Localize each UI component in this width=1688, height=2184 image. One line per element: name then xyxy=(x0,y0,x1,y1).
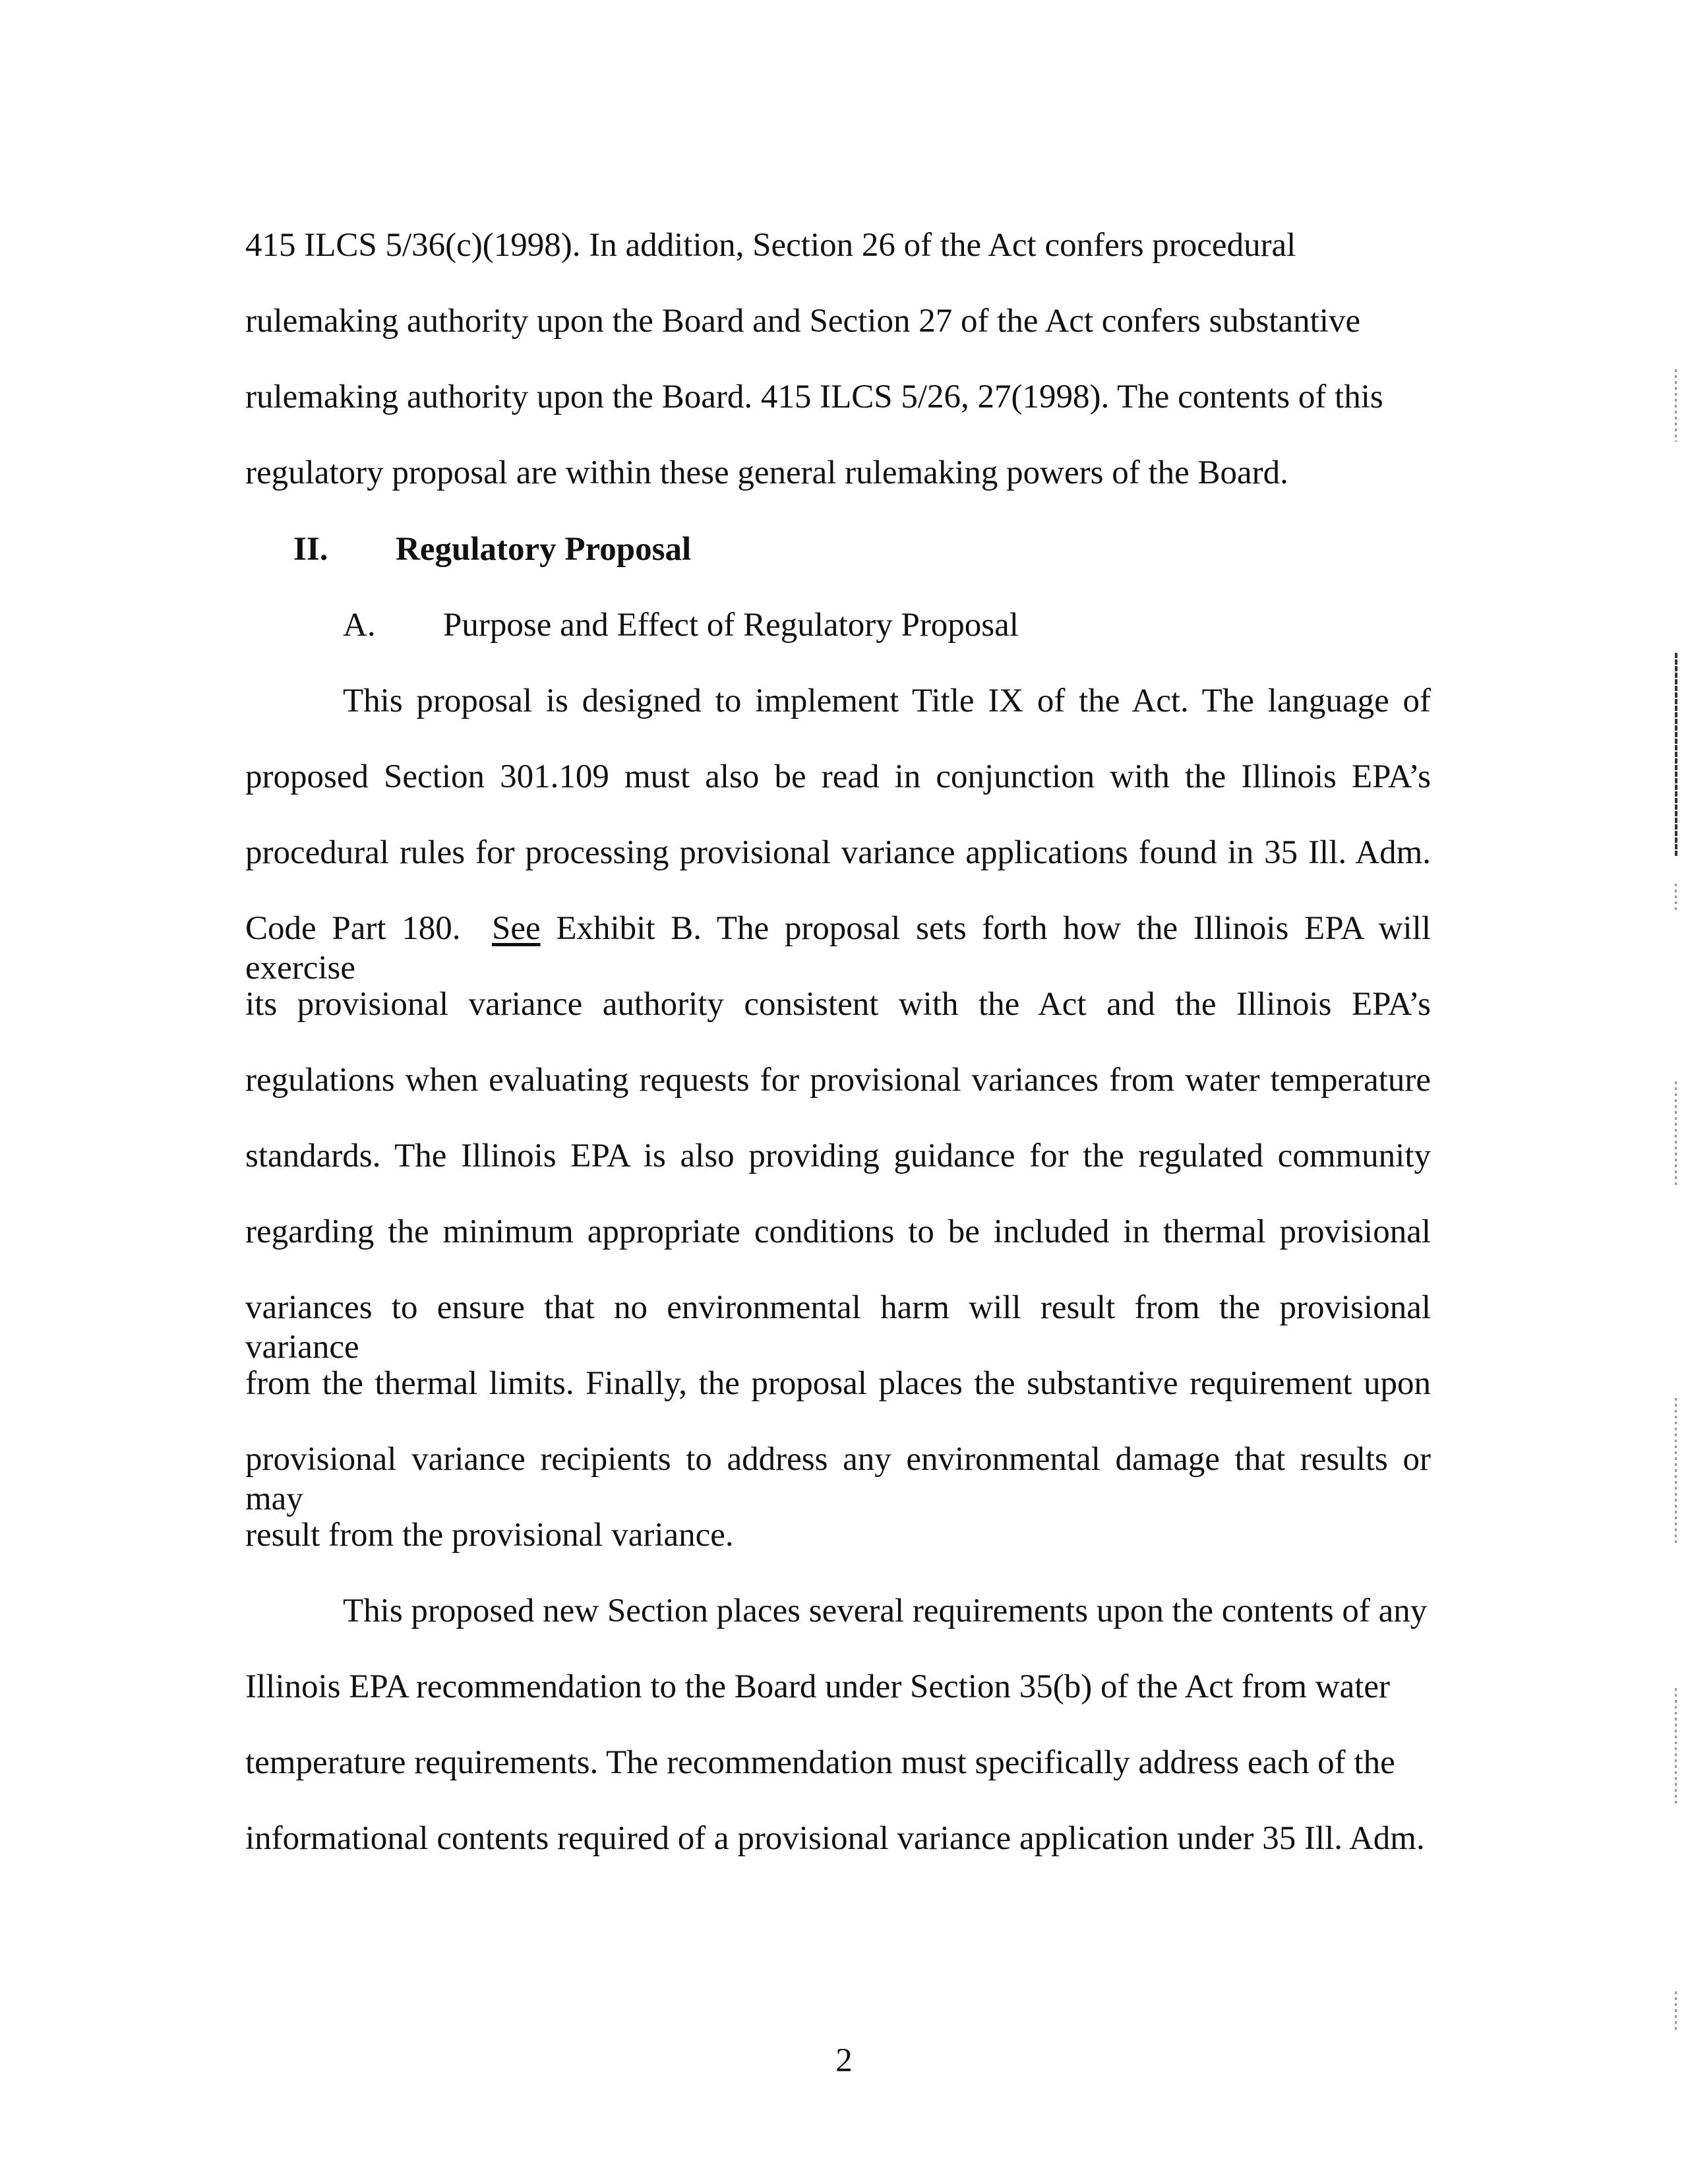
see-reference: See xyxy=(491,910,541,947)
paragraph-2-line-2: proposed Section 301.109 must also be read in conjunction with the Illinois EPA’s xyxy=(245,758,1431,795)
page-number: 2 xyxy=(835,2042,853,2079)
paragraph-2-line-7: standards. The Illinois EPA is also providing guidance for the regulated community xyxy=(245,1138,1431,1174)
scan-artifact xyxy=(1675,653,1677,857)
paragraph-2-line-10: from the thermal limits. Finally, the proposal places the substantive requirement upon xyxy=(245,1365,1431,1402)
section-number: II. xyxy=(293,531,328,568)
subsection-title: Purpose and Effect of Regulatory Proposal xyxy=(443,607,1019,644)
paragraph-2-line-6: regulations when evaluating requests for provisional variances from water temperature xyxy=(245,1062,1431,1099)
paragraph-3-line-3: temperature requirements. The recommendation must specifically address each of the xyxy=(245,1744,1395,1781)
paragraph-2-line-4-prefix: Code Part 180. xyxy=(245,910,461,947)
scan-artifact xyxy=(1675,1081,1677,1187)
scan-artifact xyxy=(1675,369,1677,442)
paragraph-1-line-1: 415 ILCS 5/36(c)(1998). In addition, Section 26 of the Act confers procedural xyxy=(245,227,1296,264)
scan-artifact xyxy=(1675,1398,1677,1543)
paragraph-1-line-2: rulemaking authority upon the Board and Section 27 of the Act confers substantive xyxy=(245,303,1361,340)
paragraph-2-line-8: regarding the minimum appropriate conditions to be included in thermal provisional xyxy=(245,1213,1431,1250)
paragraph-2-line-4 xyxy=(245,909,1431,988)
paragraph-3-line-2: Illinois EPA recommendation to the Board under Section 35(b) of the Act from water xyxy=(245,1668,1390,1705)
paragraph-2-line-9: variances to ensure that no environmental harm will result from the provisional variance xyxy=(245,1289,1431,1366)
paragraph-2-line-5: its provisional variance authority consistent with the Act and the Illinois EPA’s xyxy=(245,986,1431,1023)
paragraph-2-line-3: procedural rules for processing provisional variance applications found in 35 Ill. Adm. xyxy=(245,834,1431,871)
paragraph-2-line-12: result from the provisional variance. xyxy=(245,1517,734,1554)
paragraph-2-line-1: This proposal is designed to implement Title IX of the Act. The language of xyxy=(343,682,1431,719)
paragraph-1-line-4: regulatory proposal are within these general rulemaking powers of the Board. xyxy=(245,454,1288,491)
scan-artifact xyxy=(1675,1991,1677,2031)
subsection-letter: A. xyxy=(343,607,376,644)
scan-artifact xyxy=(1675,884,1677,910)
paragraph-2-line-4-suffix: Exhibit B. The proposal sets forth how the Illinois EPA will exercise xyxy=(245,910,1432,986)
paragraph-3-line-4: informational contents required of a provisional variance application under 35 Ill. Adm. xyxy=(245,1820,1425,1857)
scan-artifact xyxy=(1675,1688,1677,1807)
paragraph-1-line-3: rulemaking authority upon the Board. 415 ILCS 5/26, 27(1998). The contents of this xyxy=(245,379,1383,415)
paragraph-2-line-11: provisional variance recipients to address any environmental damage that results or may xyxy=(245,1441,1431,1517)
section-title: Regulatory Proposal xyxy=(396,531,692,568)
paragraph-3-line-1: This proposed new Section places several requirements upon the contents of any xyxy=(343,1592,1428,1629)
